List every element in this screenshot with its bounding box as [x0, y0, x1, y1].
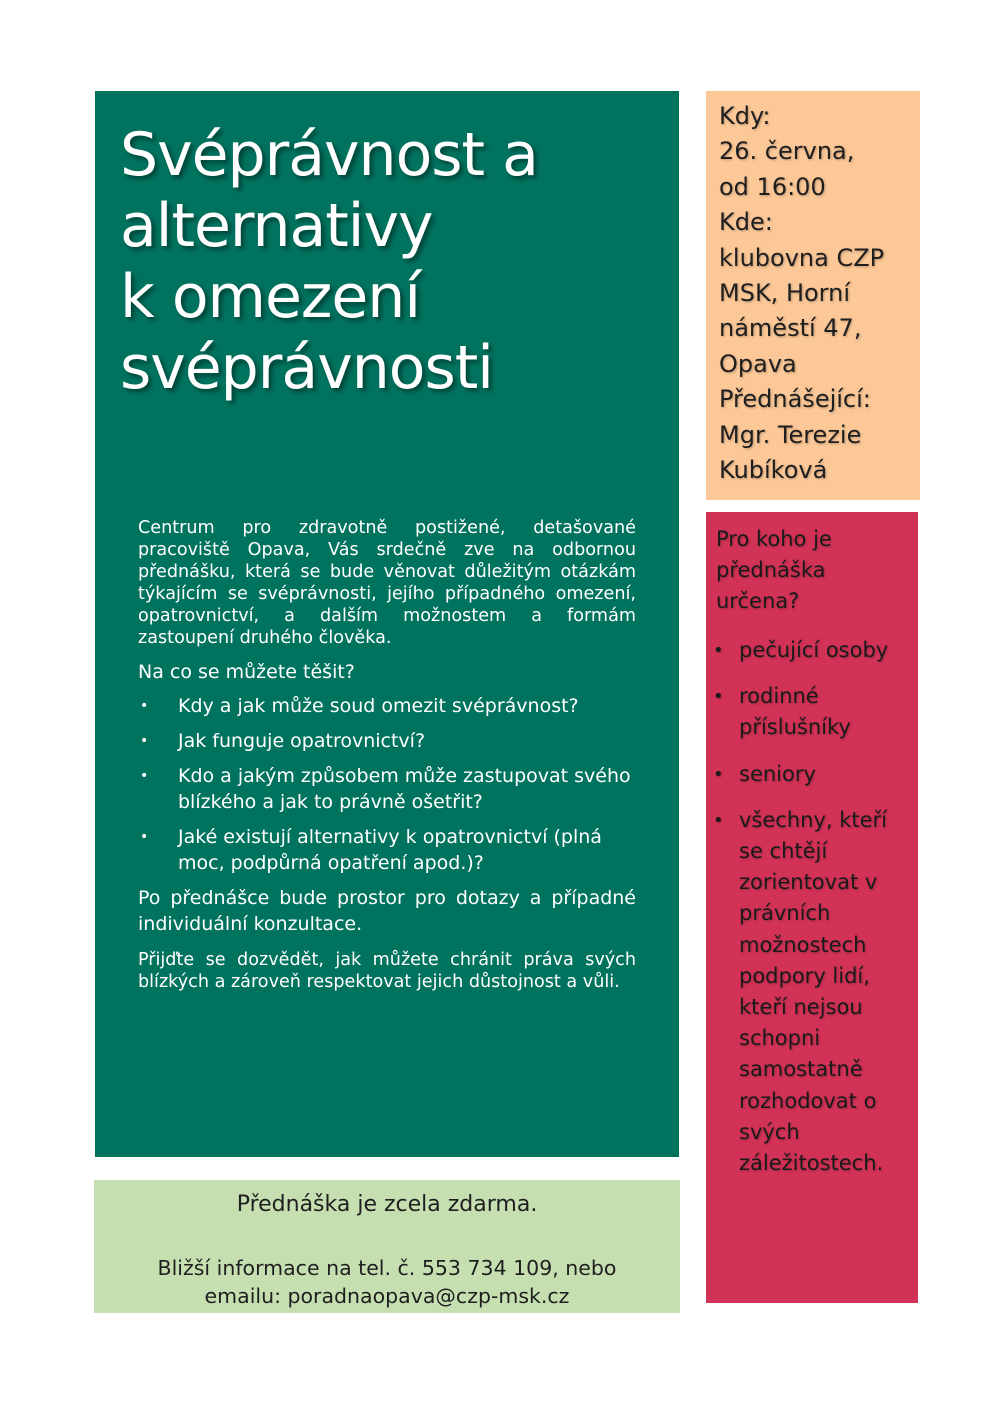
question-text: Jak funguje opatrovnictví?	[178, 730, 426, 752]
list-item	[138, 763, 636, 815]
audience-heading: Pro koho je přednáška určena?	[716, 527, 832, 613]
audience-item: rodinné příslušníky	[739, 684, 851, 740]
bullet-icon: •	[140, 733, 149, 749]
speaker-line: Kubíková	[719, 456, 828, 485]
audience-item: seniory	[739, 761, 816, 786]
list-item	[713, 681, 908, 743]
bullet-icon: •	[140, 698, 149, 714]
event-date: 26. června,	[719, 137, 855, 166]
audience-panel	[706, 512, 918, 1303]
footer-panel	[94, 1180, 680, 1313]
speaker-label: Přednášející:	[719, 385, 871, 414]
list-item	[713, 759, 908, 790]
question-text: Kdy a jak může soud omezit svéprávnost?	[178, 695, 579, 717]
place-line: MSK, Horní	[719, 279, 850, 308]
bullet-icon: •	[713, 686, 724, 708]
bullet-icon: •	[713, 763, 724, 785]
question-text: Kdo a jakým způsobem může zastupovat svého blízkého a jak to právně ošetřit?	[178, 765, 631, 813]
title-line: alternativy	[120, 191, 433, 261]
bullet-icon: •	[713, 640, 724, 661]
list-item	[138, 824, 636, 876]
place-line: Opava	[719, 349, 797, 378]
event-info-panel	[706, 91, 920, 500]
list-item	[138, 728, 636, 754]
intro-paragraph: Centrum pro zdravotně postižené, detašované pracoviště Opava, Vás srdečně zve na odbornou přednášku, která se bude věnovat důležitým otázkám týkajícím se svéprávnosti, jejího případného omezení, opatrovnictví, a dalším možnostem a formám zastoupení druhého člověka.	[138, 518, 636, 648]
bullet-icon: •	[140, 829, 149, 845]
bullet-icon: •	[713, 809, 724, 831]
contact-line: Bližší informace na tel. č. 553 734 109, nebo	[157, 1256, 617, 1280]
list-item	[713, 805, 908, 1179]
subheading: Na co se můžete těšit?	[138, 661, 355, 683]
free-admission-text: Přednáška je zcela zdarma.	[236, 1192, 538, 1217]
after-lecture-paragraph: Po přednášce bude prostor pro dotazy a případné individuální konzultace.	[138, 887, 636, 935]
page-title	[120, 120, 660, 404]
title-line: Svéprávnost a	[120, 120, 538, 190]
body-text	[138, 517, 636, 993]
audience-item: všechny, kteří se chtějí zorientovat v právních možnostech podpory lidí, kteří nejsou schopni samostatně rozhodovat o svých záležitostech.	[739, 807, 888, 1176]
list-item	[713, 635, 908, 666]
where-label: Kde:	[719, 208, 773, 237]
title-line: svéprávnosti	[120, 333, 493, 403]
place-line: klubovna CZP	[719, 243, 885, 272]
place-line: náměstí 47,	[719, 314, 862, 343]
event-time: od 16:00	[719, 172, 826, 201]
contact-email: emailu: poradnaopava@czp-msk.cz	[204, 1284, 570, 1308]
audience-item: pečující osoby	[739, 638, 889, 662]
list-item	[138, 693, 636, 719]
title-line: k omezení	[120, 262, 420, 332]
question-list	[138, 693, 636, 876]
bullet-icon: •	[140, 768, 149, 784]
audience-list	[713, 635, 908, 1179]
when-label: Kdy:	[719, 102, 771, 130]
speaker-line: Mgr. Terezie	[719, 420, 862, 449]
question-text: Jaké existují alternativy k opatrovnictví (plná moc, podpůrná opatření apod.)?	[178, 826, 602, 874]
closing-paragraph: Přijďte se dozvědět, jak můžete chránit práva svých blízkých a zároveň respektovat jejich důstojnost a vůli.	[138, 950, 636, 992]
